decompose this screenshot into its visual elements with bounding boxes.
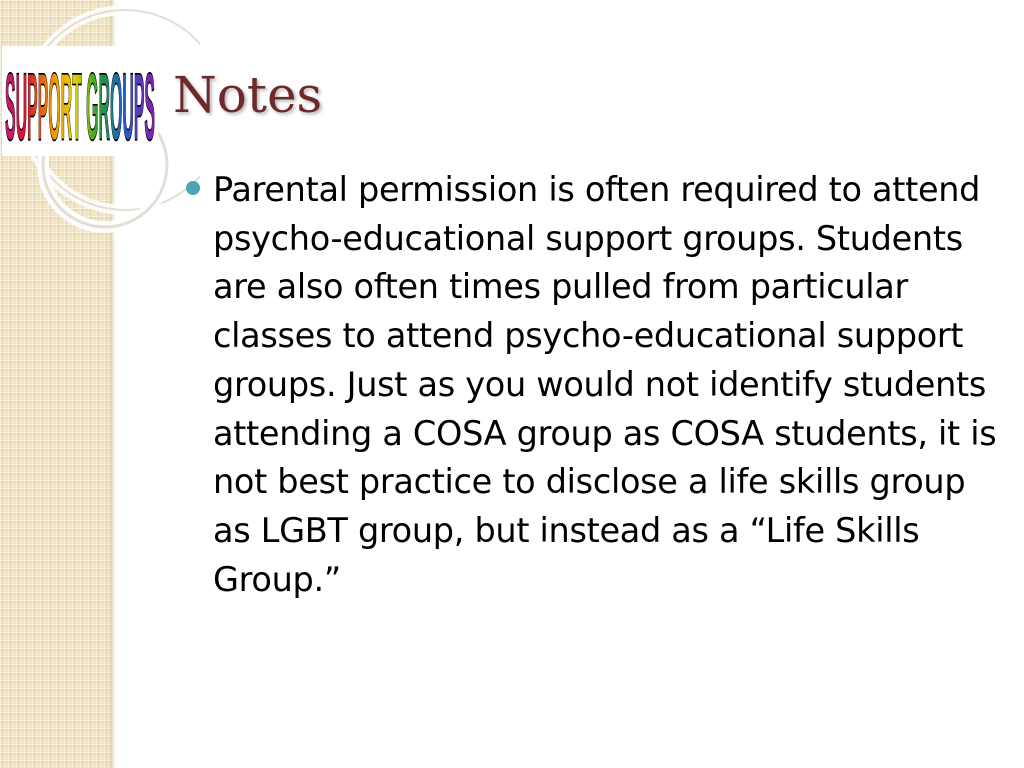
slide-title: Notes: [173, 66, 323, 124]
bullet-item: [186, 166, 998, 604]
bullet-dot-icon: [186, 181, 200, 195]
bullet-text: Parental permission is often required to attend psycho-educational support groups. Students are also often times pulled from particular classes to attend psycho-educational support groups. Just as you would not identify students attending a COSA group as COSA students, it is not best practice to disclose a life skills group as LGBT group, but instead as a “Life Skills Group.”: [213, 170, 997, 599]
bullet-list: [186, 166, 998, 604]
logo-lettering: SUPPORT GROUPS: [5, 52, 155, 156]
support-groups-logo: [2, 46, 158, 156]
